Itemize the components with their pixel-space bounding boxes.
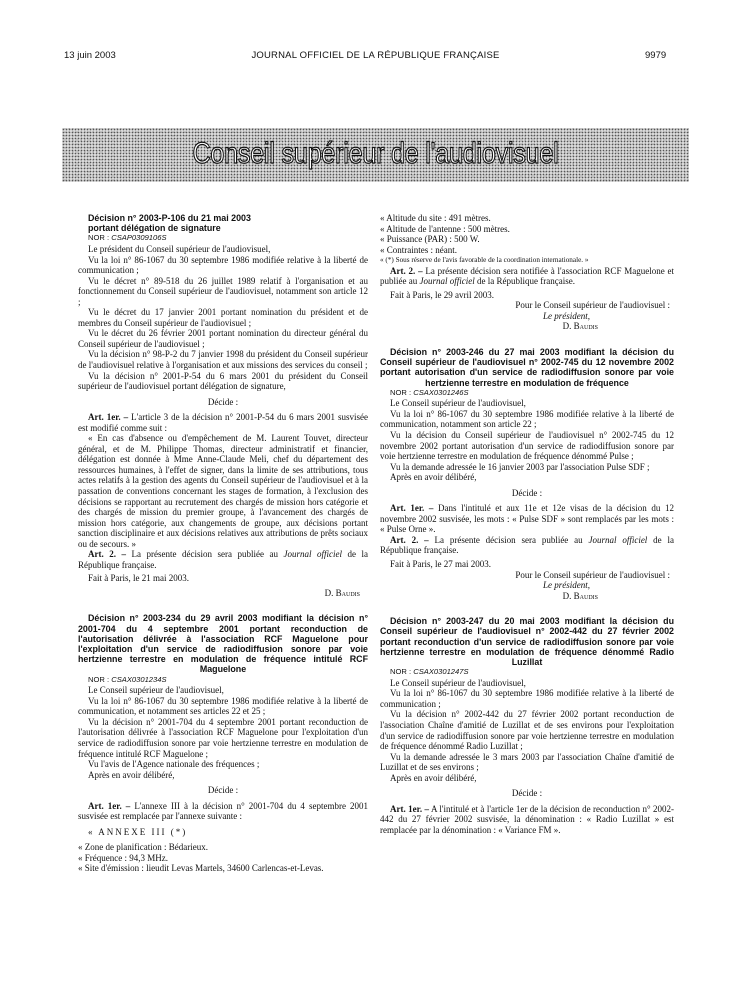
- paragraph: Vu la décision n° 98-P-2 du 7 janvier 1998 du président du Conseil supérieur de l'audiovisuel relative à l'organisation et aux missions des services du conseil ;: [78, 349, 368, 370]
- page-header: [0, 50, 751, 66]
- paragraph: Vu le décret n° 89-518 du 26 juillet 1989 relatif à l'organisation et au fonctionnement du Conseil supérieur de l'audiovisuel, notamment son article 12 ;: [78, 275, 368, 307]
- decision-title: Décision n° 2003-234 du 29 avril 2003 modifiant la décision n° 2001-704 du 4 septembre 2001 portant reconduction de l'autorisation délivrée à l'association RCF Maguelone pour l'exploitation d'un service de radiodiffusion sonore par voie hertzienne terrestre en modulation de fréquence intitulé RCF Maguelone: [78, 613, 368, 675]
- section-banner: [62, 128, 689, 182]
- quote-paragraph: « En cas d'absence ou d'empêchement de M. Laurent Touvet, directeur général, et de M. Philippe Thomas, directeur administratif et financier, délégation est donnée à Mme Anne-Claude Meli, chef du département des ressources humaines, à l'effet de signer, dans la limite de ses attributions, tous actes relatifs à la gestion des agents du Conseil supérieur de l'audiovisuel et à la passation de conventions concernant les stages de formation, à l'exclusion des décisions se rapportant au recrutement des chargés de mission hors catégorie et des chargés de mission du premier groupe, à l'avancement des chargés de mission hors catégorie, aux changements de groupe, aux décisions portant sanction disciplinaire et aux décisions relatives aux attributions de prêts sociaux ou de secours. »: [78, 433, 368, 549]
- paragraph: Vu la décision n° 2001-P-54 du 6 mars 2001 du président du Conseil supérieur de l'audiovisuel portant délégation de signature,: [78, 370, 368, 392]
- signature-role: Le président,: [543, 310, 590, 321]
- decision-2003-246: [380, 347, 674, 601]
- annex-line: « Puissance (PAR) : 500 W.: [380, 234, 480, 245]
- article-2: Art. 2. – La présente décision sera publiée au Journal officiel de la République française.: [380, 534, 674, 556]
- paragraph: Vu la loi n° 86-1067 du 30 septembre 1986 modifiée relative à la liberté de communication ;: [78, 254, 368, 276]
- paragraph: Vu la loi n° 86-1067 du 30 septembre 1986 modifiée relative à la liberté de communication, notamment son article 22 ;: [380, 408, 674, 430]
- decision-title: Décision n° 2003-246 du 27 mai 2003 modifiant la décision du Conseil supérieur de l'audiovisuel n° 2002-745 du 12 novembre 2002 portant autorisation d'un service de radiodiffusion sonore par voie hertzienne terrestre en modulation de fréquence: [380, 347, 674, 388]
- done-at-line: Fait à Paris, le 27 mai 2003.: [390, 559, 491, 570]
- annex-line: « Fréquence : 94,3 MHz.: [78, 852, 168, 863]
- decision-2003-p-106: [78, 213, 368, 598]
- section-title: Conseil supérieur de l'audiovisuel: [192, 137, 559, 170]
- left-column: [78, 213, 368, 874]
- paragraph: Vu l'avis de l'Agence nationale des fréquences ;: [88, 759, 260, 770]
- annex-line: « Altitude du site : 491 mètres.: [380, 213, 491, 223]
- right-column: [380, 213, 674, 835]
- annex-heading: « ANNEXE III (*): [88, 826, 188, 837]
- nor-reference: NOR : CSAX0301247S: [390, 667, 469, 677]
- paragraph: Le Conseil supérieur de l'audiovisuel,: [390, 677, 526, 688]
- nor-reference: NOR : CSAX0301234S: [88, 674, 167, 684]
- decision-2003-234-continued: [380, 213, 674, 332]
- paragraph: Après en avoir délibéré,: [88, 769, 175, 780]
- signature: D. Baudis: [324, 587, 360, 598]
- decide-heading: Décide :: [511, 487, 543, 498]
- article-1: Art. 1er. – A l'intitulé et à l'article 1er de la décision de reconduction n° 2002-442 du 27 février 2002 susvisée, la dénomination : « Radio Luzillat » est remplacée par la dénomination : « Variance FM ».: [380, 803, 674, 835]
- decision-2003-247: [380, 616, 674, 835]
- done-at-line: Fait à Paris, le 29 avril 2003.: [390, 289, 494, 300]
- paragraph: Le Conseil supérieur de l'audiovisuel,: [88, 685, 224, 696]
- decide-heading: Décide :: [207, 785, 239, 796]
- paragraph: Vu la décision n° 2001-704 du 4 septembre 2001 portant reconduction de l'autorisation délivrée à l'association RCF Maguelone pour l'exploitation d'un service de radiodiffusion sonore par voie hertzienne terrestre en modulation de fréquence intitulé RCF Maguelone ;: [78, 716, 368, 759]
- decision-title: Décision n° 2003-247 du 20 mai 2003 modifiant la décision du Conseil supérieur de l'audiovisuel n° 2002-442 du 27 février 2002 portant reconduction d'un service de radiodiffusion sonore par voie hertzienne terrestre en modulation de fréquence dénommé Radio Luzillat: [380, 616, 674, 668]
- decide-heading: Décide :: [511, 788, 543, 799]
- paragraph: Vu le décret du 26 février 2001 portant nomination du directeur général du Conseil supérieur de l'audiovisuel ;: [78, 328, 368, 349]
- header-page-number: 9979: [645, 50, 667, 61]
- decide-heading: Décide :: [207, 396, 239, 407]
- paragraph: Après en avoir délibéré,: [390, 772, 477, 783]
- paragraph: Vu la décision n° 2002-442 du 27 février 2002 portant reconduction de l'association Chaîne d'amitié de Luzillat et de ses environs pour l'exploitation d'un service de radiodiffusion sonore par voie hertzienne terrestre en modulation de fréquence dénommé Radio Luzillat ;: [380, 709, 674, 752]
- done-at-line: Fait à Paris, le 21 mai 2003.: [88, 573, 189, 584]
- annex-line: « Site d'émission : lieudit Levas Martels, 34600 Carlencas-et-Levas.: [78, 863, 324, 874]
- paragraph: Le Conseil supérieur de l'audiovisuel,: [390, 398, 526, 409]
- annex-line: « Zone de planification : Bédarieux.: [78, 842, 208, 853]
- signature-heading: Pour le Conseil supérieur de l'audiovisuel :: [515, 569, 670, 580]
- signature: D. Baudis: [562, 590, 598, 601]
- article-2: Art. 2. – La présente décision sera publiée au Journal officiel de la République française.: [78, 549, 368, 570]
- nor-reference: NOR : CSAP0309106S: [88, 233, 167, 243]
- annex-line: « Altitude de l'antenne : 500 mètres.: [380, 223, 510, 234]
- article-1: Art. 1er. – L'annexe III à la décision n° 2001-704 du 4 septembre 2001 susvisée est remplacée par l'annexe suivante :: [78, 800, 368, 822]
- decision-title: portant délégation de signature: [88, 223, 221, 234]
- decision-2003-234: [78, 613, 368, 874]
- article-1: Art. 1er. – L'article 3 de la décision n° 2001-P-54 du 6 mars 2001 susvisée est modifié comme suit :: [78, 412, 368, 433]
- decision-title: Décision n° 2003-P-106 du 21 mai 2003: [88, 213, 251, 223]
- annex-footnote: « (*) Sous réserve de l'avis favorable de la coordination internationale. »: [380, 256, 589, 265]
- paragraph: Vu la décision du Conseil supérieur de l'audiovisuel n° 2002-745 du 12 novembre 2002 portant autorisation d'un service de radiodiffusion sonore par voie hertzienne terrestre en modulation de fréquence dénommé Pulse ;: [380, 430, 674, 462]
- paragraph: Vu la loi n° 86-1067 du 30 septembre 1986 modifiée relative à la liberté de communication ;: [380, 688, 674, 709]
- signature: D. Baudis: [562, 321, 598, 332]
- header-journal-title: JOURNAL OFFICIEL DE LA RÉPUBLIQUE FRANÇAISE: [251, 50, 500, 61]
- signature-heading: Pour le Conseil supérieur de l'audiovisuel :: [515, 300, 670, 311]
- paragraph: Vu le décret du 17 janvier 2001 portant nomination du président et de membres du Conseil supérieur de l'audiovisuel ;: [78, 307, 368, 328]
- nor-reference: NOR : CSAX0301246S: [390, 387, 469, 397]
- paragraph: Vu la demande adressée le 16 janvier 2003 par l'association Pulse SDF ;: [390, 461, 650, 472]
- paragraph: Vu la demande adressée le 3 mars 2003 par l'association Chaîne d'amitié de Luzillat et de ses environs ;: [380, 751, 674, 773]
- paragraph: Le président du Conseil supérieur de l'audiovisuel,: [88, 243, 271, 254]
- paragraph: Vu la loi n° 86-1067 du 30 septembre 1986 modifiée relative à la liberté de communication, et notamment ses articles 22 et 25 ;: [78, 695, 368, 717]
- annex-line: « Contraintes : néant.: [380, 244, 457, 255]
- signature-role: Le président,: [543, 580, 590, 591]
- article-1: Art. 1er. – Dans l'intitulé et aux 11e et 12e visas de la décision du 12 novembre 2002 susvisée, les mots : « Pulse SDF » sont remplacés par les mots : « Pulse Orne ».: [380, 503, 674, 535]
- article-2: Art. 2. – La présente décision sera notifiée à l'association RCF Maguelone et publiée au Journal officiel de la République française.: [380, 265, 675, 287]
- paragraph: Après en avoir délibéré,: [390, 472, 477, 483]
- header-date: 13 juin 2003: [64, 50, 116, 61]
